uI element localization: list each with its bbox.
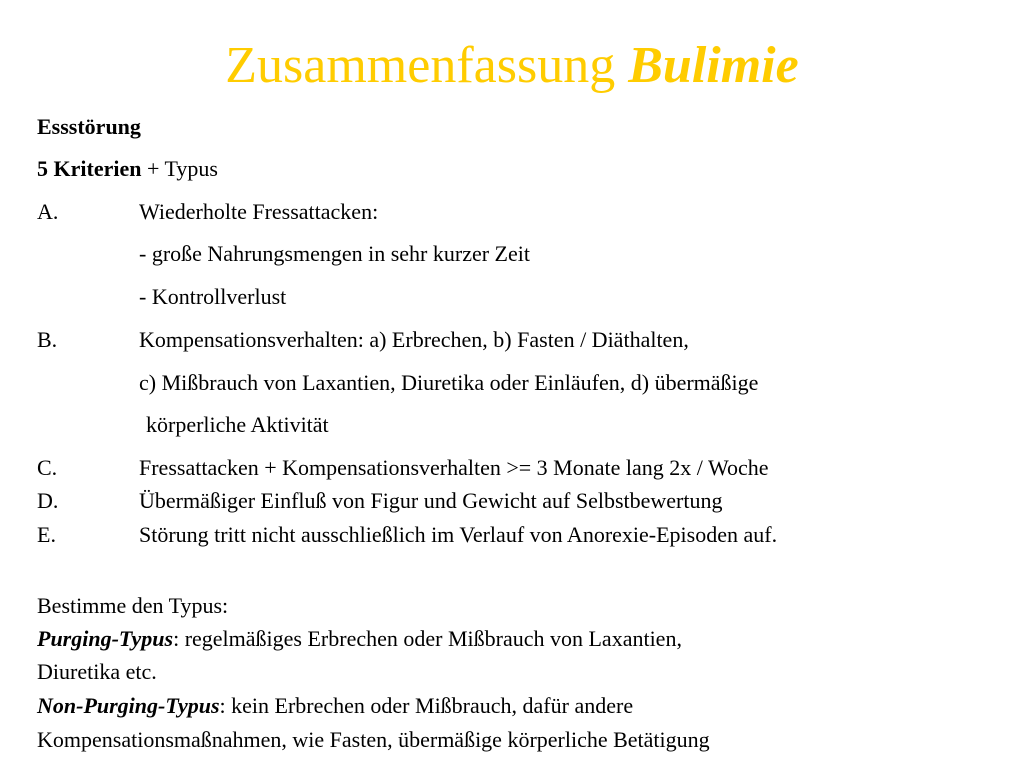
purging-desc: : regelmäßiges Erbrechen oder Mißbrauch von Laxantien, [173, 626, 682, 651]
section-heading: Essstörung [37, 114, 141, 139]
criteria-intro-rest: + Typus [141, 156, 218, 181]
criterion-a-label: A. [37, 199, 59, 224]
criterion-a-sub2: - Kontrollverlust [139, 284, 287, 309]
criterion-c-text: Fressattacken + Kompensationsverhalten >= 3 Monate lang 2x / Woche [139, 455, 769, 480]
criterion-a-text: Wiederholte Fressattacken: [139, 199, 379, 224]
nonpurging-term: Non-Purging-Typus [37, 693, 220, 718]
criteria-count: 5 Kriterien [37, 156, 142, 181]
criterion-b-text: Kompensationsverhalten: a) Erbrechen, b) Fasten / Diäthalten, [139, 327, 689, 352]
criterion-c-label: C. [37, 455, 58, 480]
criterion-b-label: B. [37, 327, 58, 352]
purging-term: Purging-Typus [37, 626, 174, 651]
purging-line [37, 625, 682, 653]
nonpurging-line2: Kompensationsmaßnahmen, wie Fasten, übermäßige körperliche Betätigung [37, 727, 710, 752]
criterion-a-sub1: - große Nahrungsmengen in sehr kurzer Zeit [139, 241, 530, 266]
criterion-d-text: Übermäßiger Einfluß von Figur und Gewicht auf Selbstbewertung [139, 488, 723, 513]
nonpurging-line [37, 692, 633, 720]
criterion-e-label: E. [37, 522, 56, 547]
purging-line2: Diuretika etc. [37, 659, 157, 684]
nonpurging-desc: : kein Erbrechen oder Mißbrauch, dafür andere [219, 693, 634, 718]
criterion-e-text: Störung tritt nicht ausschließlich im Verlauf von Anorexie-Episoden auf. [139, 522, 778, 547]
criterion-d-label: D. [37, 488, 59, 513]
title-emphasis: Bulimie [628, 37, 799, 94]
criteria-intro [37, 155, 218, 183]
slide-title [0, 32, 1024, 100]
typus-intro: Bestimme den Typus: [37, 593, 229, 618]
criterion-b-line2: c) Mißbrauch von Laxantien, Diuretika oder Einläufen, d) übermäßige [139, 370, 759, 395]
title-main: Zusammenfassung [225, 37, 629, 94]
criterion-b-line3: körperliche Aktivität [146, 412, 329, 437]
